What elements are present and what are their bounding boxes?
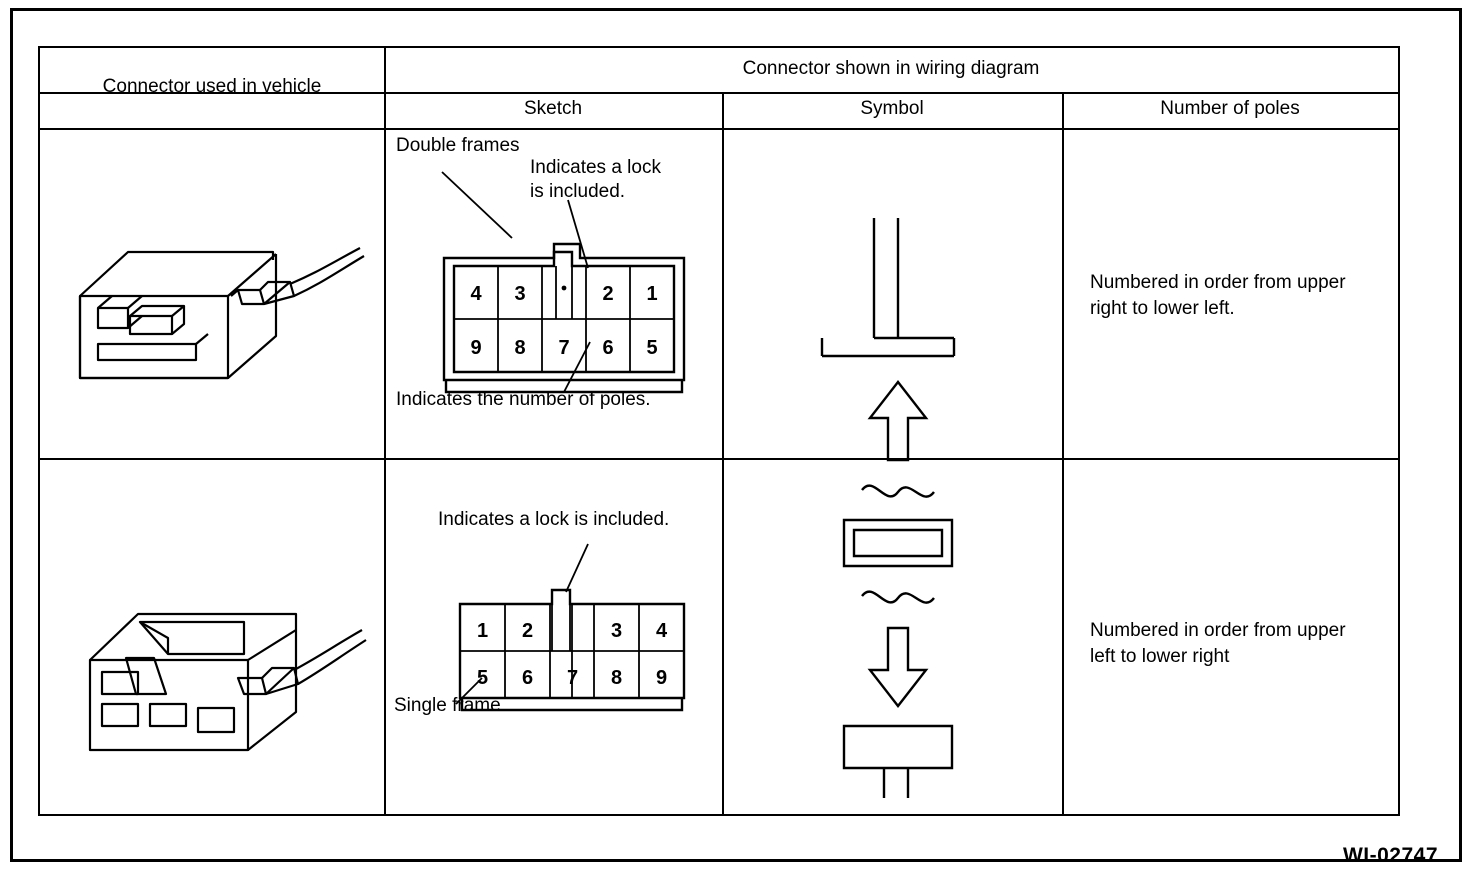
header-connector-shown-in-wiring-diagram: Connector shown in wiring diagram [742, 58, 1040, 79]
poles-description-row1-line1: Numbered in order from upper [1090, 272, 1346, 293]
pin-number: 9 [470, 337, 482, 359]
header-divider-2 [40, 128, 1398, 130]
pin-number: 6 [602, 337, 614, 359]
label-lock-included-row1-line2: is included. [530, 181, 626, 202]
row-divider [40, 458, 1398, 460]
pin-number: 9 [655, 667, 668, 689]
connector-photo-row2 [68, 526, 368, 756]
connector-table [38, 46, 1400, 816]
header-symbol: Symbol [860, 98, 924, 119]
pin-number: 4 [470, 283, 482, 305]
col-divider-symbol [1062, 92, 1064, 814]
pin-grid-row1 [384, 148, 722, 448]
poles-description-row2-line2: left to lower right [1090, 646, 1230, 667]
pin-number: 8 [514, 337, 526, 359]
pin-number: 1 [646, 283, 658, 305]
pin-number: 2 [521, 620, 534, 642]
pin-number: 5 [476, 667, 489, 689]
pin-number: 6 [521, 667, 534, 689]
poles-description-row2-line1: Numbered in order from upper [1090, 620, 1346, 641]
connector-photo-row1 [68, 168, 368, 388]
label-lock-included-row1-line1: Indicates a lock [530, 157, 661, 178]
label-double-frames: Double frames [396, 135, 520, 156]
pin-number: 8 [610, 667, 623, 689]
pin-number: 3 [514, 283, 526, 305]
pin-number: 7 [558, 337, 570, 359]
header-connector-used-in-vehicle: Connector used in vehicle [102, 76, 322, 97]
header-sketch: Sketch [523, 98, 583, 119]
pin-number: 2 [602, 283, 614, 305]
label-single-frame: Single frame [394, 695, 501, 716]
symbol-diagram [722, 178, 1062, 798]
pin-number: 3 [610, 620, 623, 642]
poles-description-row1-line2: right to lower left. [1090, 298, 1235, 319]
label-lock-included-row2: Indicates a lock is included. [438, 509, 670, 530]
pin-grid-row2 [384, 518, 722, 748]
label-number-of-poles-row1: Indicates the number of poles. [396, 389, 651, 410]
figure-code: WI-02747 [1342, 844, 1438, 867]
pin-number: 4 [655, 620, 668, 642]
pin-number: 5 [646, 337, 658, 359]
pin-number: 1 [476, 620, 489, 642]
header-number-of-poles: Number of poles [1160, 98, 1300, 119]
pin-number: 7 [566, 667, 579, 689]
